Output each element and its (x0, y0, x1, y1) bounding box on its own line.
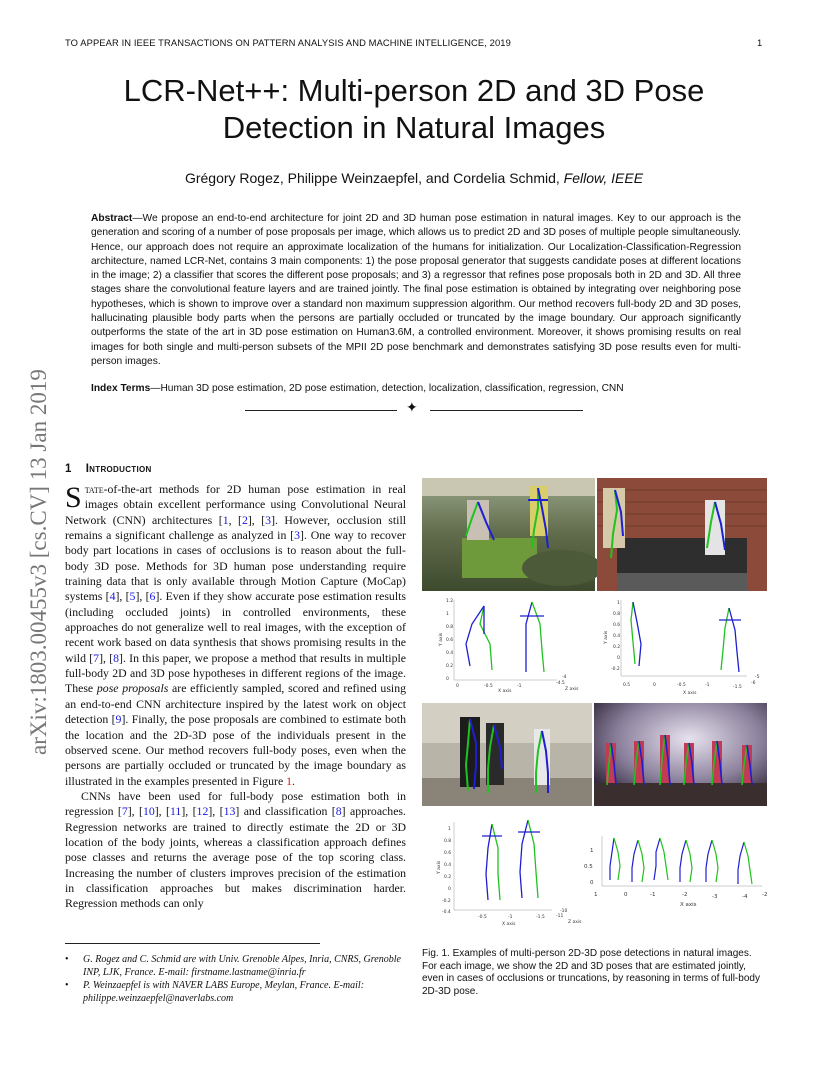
citation-link[interactable]: 3 (265, 512, 272, 527)
skeleton-right-limb (680, 840, 686, 882)
page-number: 1 (757, 37, 763, 48)
skeleton-left-limb (744, 842, 752, 884)
mud-patch (522, 550, 602, 586)
separator-diamond-icon: ✦ (406, 401, 418, 416)
skeleton-right-limb (654, 838, 660, 880)
plot-3-ylabel: Y axis (437, 860, 442, 874)
plot-4-y-tick: 0 (590, 880, 594, 886)
skeleton-right-limb (610, 838, 614, 880)
section-number: 1 (65, 463, 72, 475)
pose-plot-3 (422, 812, 592, 928)
plot-2-x-tick: 0.5 (623, 683, 631, 688)
citation-link[interactable]: 11 (169, 804, 182, 819)
plot-1-x-tick: -0.5 (484, 684, 493, 689)
citation-link[interactable]: 12 (196, 804, 209, 819)
intro-text: are efficiently sampled, scored and refined using an end-to-end CNN architecture inspired by the latest work on object detection [ (65, 681, 406, 727)
author-list (60, 170, 768, 186)
plot-1-y-tick: 0 (446, 677, 449, 682)
skeleton-right-limb (738, 842, 744, 884)
skeleton-left-limb (638, 840, 644, 882)
citation-link[interactable]: 1 (222, 512, 229, 527)
plot-2-xlabel: X axis (683, 691, 697, 696)
plot-3-x-tick: -1.5 (536, 915, 545, 920)
plot-2-ylabel: Y axis (604, 630, 609, 644)
intro-text: ]. One way to recover body part locations in cases of occlusions is to reason about the full-body 3D pose. Methods for 3D human pose understanding require training data that is only available through Motion Capture (MoCap) systems [ (65, 528, 406, 604)
footnote-text: P. Weinzaepfel is with NAVER LABS Europe, Meylan, France. E-mail: philippe.weinzaepfel@naverlabs.com (83, 980, 365, 1004)
plot-2-y-tick: -0.2 (611, 667, 620, 672)
section-heading (65, 463, 152, 475)
bullet-icon: • (65, 954, 69, 965)
skeleton-left-limb (480, 606, 492, 670)
citation-link[interactable]: 7 (121, 804, 128, 819)
abstract (91, 212, 741, 369)
plot-1-x-tick: -1 (517, 684, 522, 689)
plot-4-x-tick: -2 (682, 892, 688, 898)
plot-1-y-tick: 1 (446, 612, 449, 617)
floor (422, 778, 592, 806)
skeleton-right-limb (729, 608, 739, 672)
citation-link[interactable]: 13 (223, 804, 236, 819)
citation-link[interactable]: 7 (93, 650, 100, 665)
plot-1-y-tick: 1.2 (446, 599, 454, 604)
citation-sep: ], [ (181, 804, 197, 819)
citation-link[interactable]: 8 (335, 804, 342, 819)
citation-sep: , [ (228, 512, 242, 527)
plot-3-z-tick: -11 (556, 914, 564, 919)
arxiv-id: arXiv:1803.00455v3 [cs.CV] 13 Jan 2019 (26, 369, 51, 755)
skeleton-left-limb (614, 838, 620, 880)
plot-2-x-tick: -1 (705, 683, 710, 688)
photo-foosball (597, 478, 767, 591)
intro-paragraph-1: State-of-the-art methods for 2D human pose estimation in real images obtain excellent performance using Convolutional Neural Network (CNN) architectures [1, [2], [3]. However, occlusion still remains a significant challenge as analyzed in [3]. One way to recover body part locations in cases of occlusions is to reason about the full-body 3D pose. Methods for 3D human pose understanding require training data that is only available through Motion Capture (MoCap) systems [4], [5], [6]. Even if they show accurate pose estimation results (including occluded joints) in controlled environments, these approaches do not generalize well to real images, with the exception of recent work based on data synthesis that shows promising results in the wild [7], [8]. In this paper, we propose a method that results in multiple full-body 2D and 3D pose hypotheses in different regions of the image. These pose proposals are efficiently sampled, scored and refined using an end-to-end CNN architecture inspired by the latest work on object detection [9]. Finally, the pose proposals are combined to estimate both the location and the 2D-3D pose of the individuals present in the observed scene. Our method recovers full-body poses, even when the persons are partially occluded or truncated by the image boundary as illustrated in the examples presented in Figure 1. (65, 481, 407, 788)
plot-1-skeletons (466, 602, 544, 672)
plot-2-z-tick: -6 (751, 681, 756, 686)
dropcap-letter: S (65, 481, 82, 514)
plot-3-y-tick: -0.4 (442, 910, 451, 915)
plot-1-y-tick: 0.2 (446, 664, 454, 669)
skeleton-left-limb (660, 838, 668, 880)
figure-link[interactable]: 1 (286, 773, 293, 788)
plot-2-y-tick: 1 (617, 601, 620, 606)
plot-4-x-tick: -4 (742, 894, 748, 900)
plot-2-x-tick: -0.5 (677, 683, 686, 688)
plot-1-zlabel: Z axis (565, 687, 579, 692)
citation-link[interactable]: 4 (109, 589, 116, 604)
pose-plot-1 (422, 594, 595, 700)
index-terms-label: Index Terms (91, 383, 151, 394)
intro-text: ]. However, occlusion still remains a significant challenge as analyzed in [ (65, 512, 407, 543)
floor (617, 573, 747, 591)
plot-2-y-tick: 0.6 (613, 623, 621, 628)
plot-4-x-tick: -1 (650, 892, 656, 898)
footnote-text: G. Rogez and C. Schmid are with Univ. Grenoble Alpes, Inria, CNRS, Grenoble INP, LJK, France. E-mail: firstname.lastname@inria.fr (83, 954, 401, 978)
plot-2-y-tick: 0.4 (613, 634, 621, 639)
plot-3-x-tick: -1 (508, 915, 513, 920)
footnote-item (65, 980, 410, 1005)
plot-1-z-tick: -4 (562, 675, 567, 680)
section-title: Introduction (85, 463, 152, 475)
footnote-rule (65, 943, 320, 944)
photo-sky (422, 478, 595, 496)
citation-link[interactable]: 5 (129, 589, 136, 604)
stage-floor (594, 783, 767, 806)
plot-4-x-tick: 1 (594, 892, 598, 898)
plot-3-y-tick: 0.2 (444, 875, 452, 880)
plot-2-x-tick: -1.5 (733, 685, 742, 690)
author-fellow: Fellow, IEEE (563, 170, 644, 186)
plot-2-x-tick: 0 (653, 683, 656, 688)
emphasis-text: pose proposals (96, 681, 169, 696)
index-terms-text: —Human 3D pose estimation, 2D pose estimation, detection, localization, classification, regression, CNN (150, 383, 624, 394)
pose-plot-2 (597, 594, 767, 700)
skeleton-right-limb (632, 840, 638, 882)
plot-3-y-tick: 0.6 (444, 851, 452, 856)
skeleton-right-limb (466, 606, 484, 666)
plot-3-y-tick: 0 (448, 887, 451, 892)
citation-link[interactable]: 3 (294, 528, 301, 543)
plot-4-xlabel: X axis (680, 902, 697, 908)
plot-1-x-tick: 0 (456, 684, 459, 689)
citation-link[interactable]: 10 (142, 804, 155, 819)
photo-field (422, 478, 595, 591)
plot-2-y-tick: 0.2 (613, 645, 621, 650)
intro-text: -of-the-art methods for 2D human pose estimation in real images obtain excellent performance using Convolutional Neural Network (CNN) architectures (65, 482, 406, 527)
plot-3-skeletons (482, 820, 540, 900)
citation-sep: ], [ (154, 804, 170, 819)
plot-2-y-tick: 0.8 (613, 612, 621, 617)
plot-1-ylabel: Y axis (439, 632, 444, 646)
skeleton-right-limb (526, 602, 532, 672)
arxiv-stamp (8, 290, 58, 760)
title-line-1: LCR-Net++: Multi-person 2D and 3D Pose (123, 73, 705, 108)
plot-3-x-tick: -0.5 (478, 915, 487, 920)
plot-4-x-tick: 0 (624, 892, 628, 898)
citation-link[interactable]: 6 (149, 589, 156, 604)
title-line-2: Detection in Natural Images (222, 110, 606, 145)
plot-3-axes (436, 822, 582, 927)
citation-sep: ], [ (247, 512, 266, 527)
wall (422, 703, 592, 743)
intro-text: ] approaches. Regression networks are trained to directly estimate the 2D or 3D location of the body joints, whereas a classification approach defines pose classes and returns the average pose of the top scoring class. Increasing the number of clusters improves precision of the estimation in classification approaches but makes discrimination harder. Regression methods can only (65, 804, 406, 911)
citation-link[interactable]: 2 (241, 512, 248, 527)
plot-4-x-tick: -3 (712, 894, 718, 900)
skeleton-right-limb (706, 840, 712, 882)
plot-1-y-tick: 0.4 (446, 651, 454, 656)
plot-3-xlabel: X axis (502, 922, 516, 927)
figure-caption: Fig. 1. Examples of multi-person 2D-3D pose detections in natural images. For each image, we show the 2D and 3D poses that are estimated jointly, even in cases of occlusions or truncations, by reasoning in terms of full-body 2D-3D pose. (422, 948, 760, 997)
intro-text: ] and classification [ (235, 804, 336, 819)
intro-text: CNNs have been used for full-body pose estimation both in regression [ (65, 788, 406, 819)
running-head: TO APPEAR IN IEEE TRANSACTIONS ON PATTERN ANALYSIS AND MACHINE INTELLIGENCE, 2019 (65, 37, 511, 48)
intro-text: ]. In this paper, we propose a method that results in multiple full-body 2D and 3D pose hypotheses in different regions of the image. These (65, 650, 406, 696)
separator-rule-right (430, 410, 583, 411)
plot-3-zlabel: Z axis (568, 920, 582, 925)
plot-3-y-tick: 1 (448, 827, 451, 832)
plot-3-y-tick: -0.2 (442, 899, 451, 904)
index-terms (91, 382, 741, 396)
intro-text: ]. Even if they show accurate pose estimation results (including occluded joints) in controlled environments, these approaches do not generalize well to real images, with the exception of recent work based on data synthesis that shows promising results in the wild [ (65, 589, 406, 665)
citation-sep: ], [ (127, 804, 143, 819)
plot-1-xlabel: X axis (498, 689, 512, 694)
plot-3-y-tick: 0.8 (444, 839, 452, 844)
author-names: Grégory Rogez, Philippe Weinzaepfel, and Cordelia Schmid, (184, 170, 560, 186)
intro-text: ]. Finally, the pose proposals are combined to estimate both the location and the 2D-3D pose of the individuals present in the observed scene. Our method recovers full-body poses, even when the persons are partially occluded or truncated by the image boundary as illustrated in the examples presented in Figure (65, 712, 406, 788)
plot-4-skeletons (610, 838, 752, 884)
intro-text: . (292, 773, 295, 788)
citation-sep: ], [ (115, 589, 130, 604)
skeleton-left-limb (712, 840, 718, 882)
citation-sep: ], [ (99, 650, 114, 665)
citation-link[interactable]: 8 (113, 650, 120, 665)
skeleton-left-limb (686, 840, 692, 882)
plot-2-skeletons (631, 602, 741, 672)
abstract-label: Abstract (91, 213, 133, 224)
plot-1-y-tick: 0.8 (446, 625, 454, 630)
photo-stage (594, 703, 767, 806)
plot-2-z-tick: -5 (755, 675, 760, 680)
plot-1-z-tick: -4.5 (556, 681, 565, 686)
separator-rule-left (245, 410, 397, 411)
bullet-icon: • (65, 980, 69, 991)
citation-link[interactable]: 9 (115, 712, 122, 727)
footnote-item (65, 954, 410, 979)
photo-indoor (422, 703, 592, 806)
pose-plot-4 (584, 830, 768, 910)
abstract-text: —We propose an end-to-end architecture for joint 2D and 3D human pose estimation in natural images. Key to our approach is the generation and scoring of a number of pose proposals per image, which allows us to predict 2D and 3D poses of multiple people simultaneously. Hence, our approach does not require an approximate localization of the humans for initialization. Our Localization-Classification-Regression architecture, named LCR-Net, contains 3 main components: 1) the pose proposal generator that suggests candidate poses at different locations in the image; 2) a classifier that scores the different pose proposals; and 3) a regressor that refines pose proposals both in 2D and 3D. All three stages share the convolutional feature layers and are trained jointly. The final pose estimation is obtained by integrating over neighboring pose hypotheses, which is shown to improve over a standard non maximum suppression algorithm. Our method recovers full-body 2D and 3D poses, hallucinating plausible body parts when the persons are partially occluded or truncated by the image boundary. Our approach significantly outperforms the state of the art in 3D pose estimation on Human3.6M, a controlled environment. Moreover, it shows promising results on real images for both single and multi-person subsets of the MPII 2D pose benchmark and demonstrates satisfying 3D pose results even for multi-person images. (91, 213, 741, 367)
intro-column (65, 482, 406, 912)
plot-3-y-tick: 0.4 (444, 863, 452, 868)
skeleton-left-limb (532, 602, 544, 672)
plot-4-z-tick: -2 (762, 892, 768, 898)
plot-4-y-tick: 0.5 (584, 864, 593, 870)
plot-4-axes (584, 836, 767, 908)
plot-4-y-tick: 1 (590, 848, 594, 854)
plot-3-z-tick: -10 (560, 909, 568, 914)
plot-1-y-tick: 0.6 (446, 638, 454, 643)
footnotes (65, 954, 410, 1006)
dropcap-smallcaps: tate (84, 482, 104, 496)
intro-paragraph-2 (65, 789, 406, 912)
citation-sep: ], [ (135, 589, 150, 604)
plot-1-axes (438, 598, 579, 694)
foosball-table (617, 538, 747, 573)
skeleton-left-limb (721, 608, 729, 670)
paper-title (60, 72, 768, 146)
plot-2-y-tick: 0 (617, 656, 620, 661)
citation-sep: ], [ (208, 804, 224, 819)
